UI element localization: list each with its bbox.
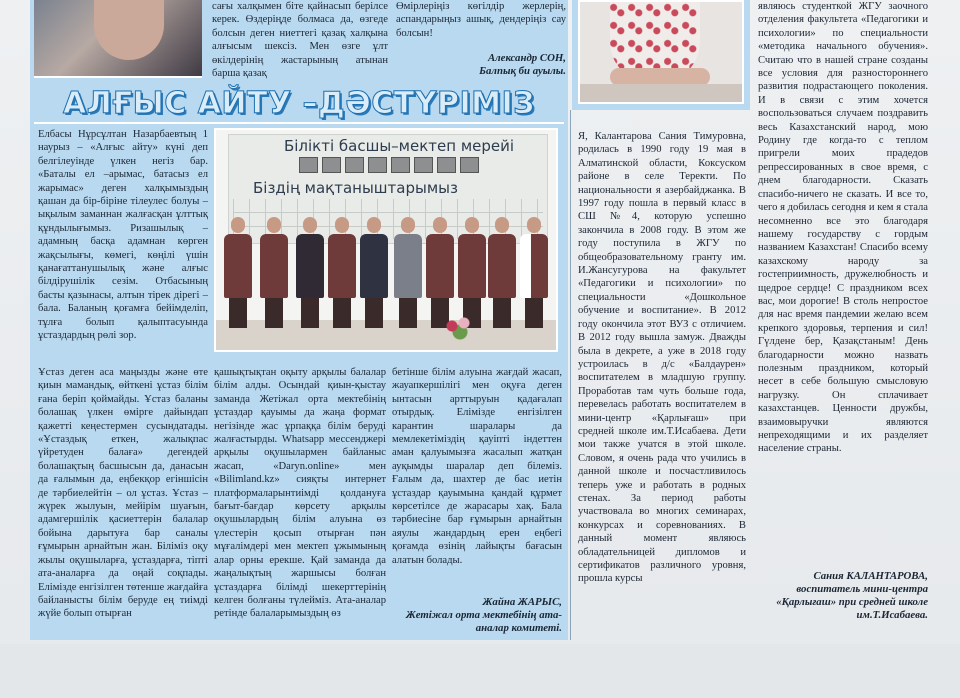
- signature-son-name: Александр СОН,: [487, 52, 566, 64]
- signature-zharys: [392, 596, 562, 635]
- person-7: [426, 217, 454, 328]
- russian-column-1: Я, Калантарова Сания Тимуровна, родилась в 1990 году 19 мая в Алматинской области, Коксуском районе в селе Теректи. По национальности я азербайджанка. В 1997 году пошла в первый класс в СШ №4, которую успешно закончила в 2008 году. В этом же году поступила в ЖГУ по общеобразовательному гранту им. И.Жансугурова на факультет «Педагогики и психологии» по специальности «Дошкольное обучение и воспитание». В 2012 году окончила этот ВУЗ с отличием. В 2012 году вышла замуж. Дважды была в декрете, а уже в 2018 году устроилась в д/с «Балдаурен» воспитателем в младшую группу. Проработав там чуть больше года, перевелась работать воспитателем в мини-центр «Қарлығаш» при средней школе им.Т.Исабаева. Дети мои также учатся в этой школе. Словом, я очень рада что учились в данной школе и посчастливилось теперь уже и работать в родных стенах. За период работы участвовала во многих семинарах, конкурсах и соревнованиях. В данный момент являюсь обладательницей дипломов и сертификатов различного уровня, прошла курсы: [578, 131, 746, 585]
- top-column-2: Өмірлеріңіз көгілдір жерлерің, аспандарыңыз ашық, дендеріңіз сау болсын!: [396, 1, 566, 39]
- portrait-photo-left: [34, 0, 202, 78]
- signature-zharys-role: Жетіжал орта мектебінің ата-аналар комитеті.: [405, 609, 562, 634]
- column-divider: [570, 110, 571, 640]
- person-6: [394, 217, 422, 328]
- honor-board-portraits: [299, 157, 479, 173]
- flower-bouquet: [440, 314, 480, 344]
- portrait-desk: [580, 84, 744, 104]
- signature-son-place: Балпық би ауылы.: [479, 65, 566, 77]
- person-5: [360, 217, 388, 328]
- kazakh-column-2: қашықтықтан оқыту арқылы балалар білім алды. Осындай қиын-қыстау заманда Жетіжал орта мектебінің ұстаздар қауымы да жаңа формат негізінде жас ұрпаққа білім беруді жалғастырды. Whatsapp мессенджері арқылы оқушылармен байланыс жасап, «Daryn.online» мен «Bilimland.kz» сияқты интернет платформаларынтиімді қолдануға бағыт-бағдар көрсету арқылы оқушылардың білім алуына өз үлестерін қосып отырған пән мұғалімдері мен мектеп ұжымының алар орны ерекше. Қай заманда да жаңалықтың жаршысы болған ұстаздарға білімді шекерттерінің келген болғаны түлейміз. Ата-аналар ретінде балаларымыздың өз: [214, 367, 386, 620]
- russian-column-2: являюсь студенткой ЖГУ заочного отделения факультета «Педагогики и психологии» по специальности «методика начального обучения». Считаю что в нашей стране созданы все условия для разностороннего развития подрастающего поколения. И в связи с этим хочется воспользоваться случаем поздравить весь Казахстанский народ, мою Родину где когда-то с теплом пригрели моих прадедов репрессированных в свое время, с днем благодарности. Сказать спасибо-ничего не сказать. И все то, чего я добилась сегодня и кем я стала несомненно все это благодаря нашему государству с гордым названием Казахстан! Спасибо всему казахскому народу за гостеприимность, дружелюбность и щедрое сердце! С праздником всех вас, мои дорогие! В столь непростое для нас время пандемии желаю всем крепкого здоровья, терпения и сил! Гүлдене бер, Қазақстаным! День благодарности можно назвать полезным праздником, который несет в себе большую смысловую нагрузку. Он сплачивает казахстанцев. Ценности дружбы, взаимовыручки являются непреходящими и их разделяет население страны.: [758, 1, 928, 455]
- person-10: [520, 217, 548, 328]
- person-4: [328, 217, 356, 328]
- portrait-photo-right: [578, 0, 744, 104]
- person-1: [224, 217, 252, 328]
- portrait-face: [94, 0, 164, 60]
- signature-kalantarova-name: Сания КАЛАНТАРОВА,: [813, 570, 928, 582]
- signature-kalantarova: [758, 570, 928, 622]
- top-column-1: сағы халқымен біте қайнасып берілсе керек. Өздеріңде болмаса да, өзгеде болсын деген ниеттегі қазақ халқына алғысым шексіз. Мен өзге ұлт өкілдерінің жастарының атынан барша қазақ: [212, 1, 388, 80]
- signature-kalantarova-role: воспитатель мини-центра «Қарлығаш» при средней школе им.Т.Исабаева.: [776, 583, 928, 621]
- person-2: [260, 217, 288, 328]
- kazakh-column-1: Ұстаз деген аса маңызды және өте қиын мамандық, өйткені ұстаз білім ғана беріп қоймайды. Ұстаз баланы болашақ үлкен өмірге дайындап қажетті кеңестермен сусындатады. «Ұстаздық еткен, жалықпас үйретуден балаға» дегендей болашақтың басшысын да, данасын да ғалымын да, еңбекқор егіншісін де тәрбиелейтін – ол ұстаз. Ұстаз – жүрек жылуын, мейірім шуағын, адамгершілік қасиеттерін балалар бойына дарытуға бар саналы ғұмырын арнайтын жан. Біліміз оқу жылы оқушыларға, ұстаздарға, тіпті ата-аналарға да оңай соқпады. Елімізде енгізілген төтенше жағдайға байланысты білім беруде ең тиімді жүйе болып отырған: [38, 367, 208, 620]
- person-9: [488, 217, 516, 328]
- headline: АЛҒЫС АЙТУ –ДӘСТҮРІМІЗ: [63, 86, 535, 121]
- group-photo: [214, 128, 558, 352]
- signature-son: [396, 52, 566, 78]
- person-8: [458, 217, 486, 328]
- page-bottom-margin: [0, 644, 960, 698]
- honor-board-banner-top: Білікті басшы–мектеп мерейі: [283, 137, 515, 155]
- kazakh-intro-text: Елбасы Нұрсұлтан Назарбаевтың 1 наурыз – «Алғыс айту» күні деп белгілеуінде үлкен негіз бар. «Баталы ел –арымас, батасыз ел жарымас» деген халқымыздың қашан да бір-біріне тілеулес болуы – ықылым заманнан жалғасқан ұлттық құндылығымыз. Ризашылық – адамның басқа адамнан көрген жақсылығы, көмегі, көңілі үшін қанағаттанушылық және алғыс білдірушілік сезім. Отбасының басты қазынасы, алтын тірек дірегі – бала. Баланың қоғамға бейімделіп, тұлға болып қалыптасуында ұстаздардың рөлі зор.: [38, 129, 208, 342]
- person-3: [296, 217, 324, 328]
- kazakh-column-3: бетінше білім алуына жағдай жасап, жауапкершілігі мен оқуға деген ынтасын арттыруын қадағалап отырдық. Елімізде енгізілген карантин шаралары да мемлекетіміздің қауіпті індеттен аман қалуымызға жасалып жатқан ауқымды шаралар деп білеміз. Ғалым да, шахтер де бас иетін ұстаздар қауымына қандай құрмет көрсетілсе де жарасары хақ. Бала тәрбиесіне бар ғұмырын арнайтын аяулы жандардың ерен еңбегі қоғамда өзінің лайықты бағасын алатын болады.: [392, 367, 562, 566]
- signature-zharys-name: Жайна ЖАРЫС,: [482, 596, 562, 608]
- headline-underline: [34, 122, 564, 124]
- honor-board-banner-bottom: Біздің мақтаныштарымыз: [253, 179, 458, 197]
